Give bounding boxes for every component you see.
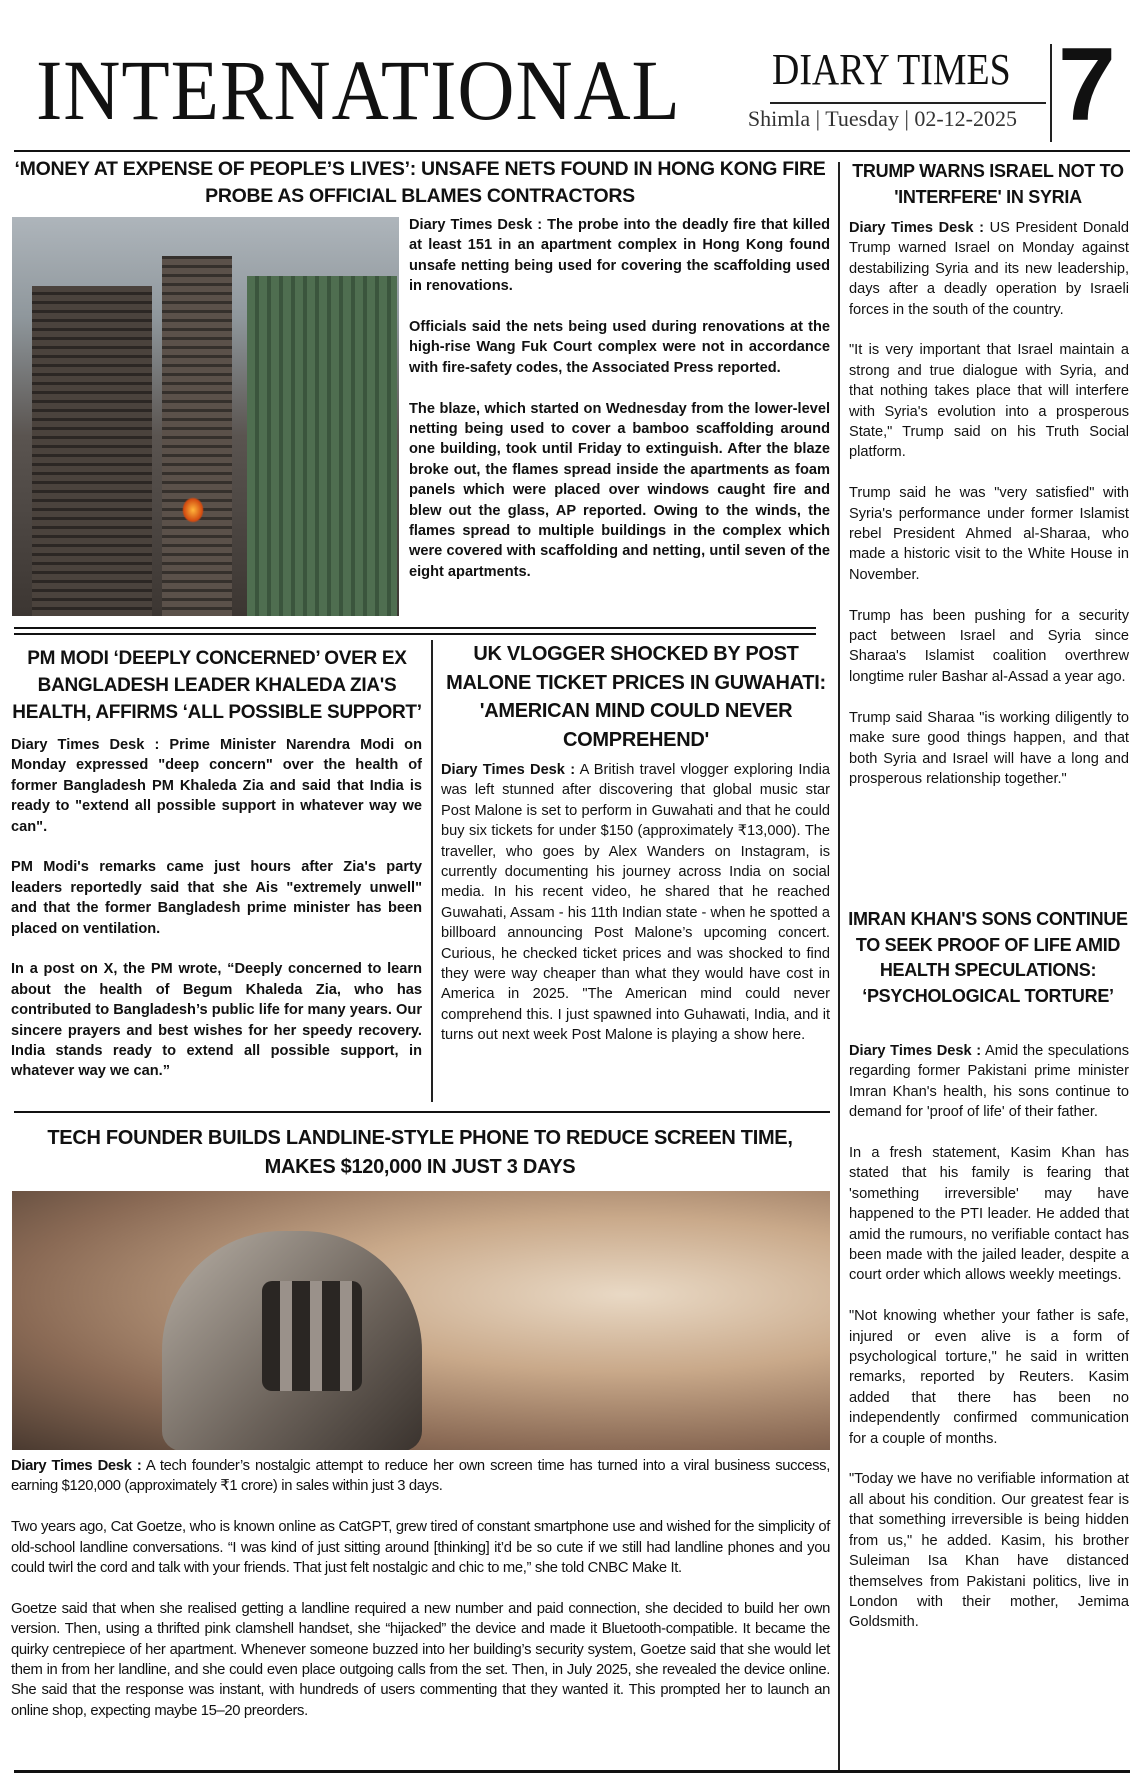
masthead-rule — [770, 102, 1046, 104]
article-hong-kong-fire-body — [409, 215, 830, 603]
byline: Diary Times Desk : — [409, 217, 543, 233]
paragraph: Amid the speculations regarding former Pakistani prime minister Imran Khan's health, his sons continue to demand for 'proof of life' of their father. — [849, 1043, 1129, 1121]
byline: Diary Times Desk : — [441, 762, 576, 778]
article-trump-body — [849, 218, 1129, 810]
paragraph: In a fresh statement, Kasim Khan has stated that his family is fearing that 'something irreversible' may have happened to the PTI leader. He added that amid the rumours, no verifiable contact has been made with the jailed leader, despite a court order which allows weekly meetings. — [849, 1145, 1129, 1284]
page-number: 7 — [1058, 27, 1116, 143]
paragraph: "Not knowing whether your father is safe, injured or even alive is a form of psychological torture," he said in written remarks, reported by Reuters. Kasim added that there has been no independently confirmed communication for a couple of months. — [849, 1308, 1129, 1447]
landline-phone-photo — [12, 1191, 830, 1450]
paragraph: A British travel vlogger exploring India was left stunned after discovering that global music star Post Malone is set to perform in Guwahati and that he could buy six tickets for under $150 (approximately ₹13,000). The traveller, who goes by Alex Wanders on Instagram, is currently documenting his journey across India on social media. In his recent video, he shared that he reached Guwahati, Assam - his 11th Indian state - when he spotted a billboard announcing Post Malone’s upcoming concert. Curious, he checked ticket prices and was shocked to find they were way cheaper than what they would have cost in America in 2025. "The American mind could never comprehend this. I just spawned into Guhawati, India, and it turns out next week Post Malone is playing a show here. — [441, 762, 830, 1044]
footer-rule — [14, 1770, 1130, 1773]
section-rule — [14, 633, 816, 635]
byline: Diary Times Desk : — [849, 220, 984, 236]
paragraph: "It is very important that Israel maintain a strong and true dialogue with Syria, and that nothing takes place that will interfere with Syria's evolution into a prosperous State," Trump said on his Truth Social platform. — [849, 342, 1129, 461]
hong-kong-fire-photo — [12, 217, 399, 616]
headline-imran-khan: IMRAN KHAN'S SONS CONTINUE TO SEEK PROOF OF LIFE AMID HEALTH SPECULATIONS: ‘PSYCHOLOGICAL TORTURE’ — [848, 909, 1128, 1006]
paragraph: Trump said Sharaa "is working diligently to make sure good things happen, and that both Syria and Israel will have a long and prosperous relationship together." — [849, 709, 1129, 787]
paragraph: US President Donald Trump warned Israel on Monday against destabilizing Syria and its new leadership, days after a deadly operation by Israeli forces in the south of the country. — [849, 220, 1129, 318]
paragraph: "Today we have no verifiable information at all about his condition. Our greatest fear is that something irreversible is being hidden from us," he added. Kasim, his brother Suleiman Isa Khan have distanced themselves from Pakistani politics, live in London with their mother, Jemima Goldsmith. — [849, 1471, 1129, 1631]
section-title: INTERNATIONAL — [36, 42, 681, 138]
byline: Diary Times Desk : — [11, 737, 160, 753]
byline: Diary Times Desk : — [11, 1458, 142, 1474]
paragraph: In a post on X, the PM wrote, “Deeply concerned to learn about the health of Begum Khaleda Zia, who has contributed to Bangladesh’s public life for many years. Our sincere prayers and best wishes for her speedy recovery. India stands ready to extend all possible support, in whatever way we can.” — [11, 961, 422, 1080]
header-rule — [14, 150, 1130, 152]
headline-landline-phone: TECH FOUNDER BUILDS LANDLINE-STYLE PHONE TO REDUCE SCREEN TIME, MAKES $120,000 IN JUST 3 DAYS — [47, 1127, 793, 1178]
masthead-divider — [1050, 44, 1052, 142]
column-divider — [431, 640, 433, 1102]
paragraph: A tech founder’s nostalgic attempt to reduce her own screen time has turned into a viral business success, earning $120,000 (approximately ₹1 crore) in sales within just 3 days. — [11, 1458, 830, 1495]
section-rule — [14, 1111, 830, 1113]
byline: Diary Times Desk : — [849, 1043, 982, 1059]
paragraph: Two years ago, Cat Goetze, who is known online as CatGPT, grew tired of constant smartphone use and wished for the simplicity of old-school landline conversations. “I was kind of just sitting around [thinking] it’d be so cute if we still had landline phones and you could twirl the cord and talk with your friends. That just felt nostalgic and chic to me,” she told CNBC Make It. — [11, 1519, 830, 1577]
masthead: DIARY TIMES — [772, 45, 1011, 94]
article-modi-body — [11, 735, 422, 1102]
paragraph: Trump has been pushing for a security pact between Israel and Syria since Sharaa's Islamist coalition overthrew longtime ruler Bashar al-Assad a year ago. — [849, 607, 1129, 685]
headline-post-malone: UK VLOGGER SHOCKED BY POST MALONE TICKET PRICES IN GUWAHATI: 'AMERICAN MIND COULD NEVER COMPREHEND' — [446, 643, 826, 751]
paragraph: Prime Minister Narendra Modi on Monday expressed "deep concern" over the health of former Bangladesh PM Khaleda Zia and said that India is ready to "extend all possible support in whatever way we can". — [11, 737, 422, 835]
paragraph: Officials said the nets being used during renovations at the high-rise Wang Fuk Court complex were not in accordance with fire-safety codes, the Associated Press reported. — [409, 319, 830, 376]
headline-modi-khaleda-zia: PM MODI ‘DEEPLY CONCERNED’ OVER EX BANGLADESH LEADER KHALEDA ZIA'S HEALTH, AFFIRMS ‘ALL POSSIBLE SUPPORT’ — [12, 648, 422, 723]
section-rule — [14, 627, 816, 629]
headline-trump-israel: TRUMP WARNS ISRAEL NOT TO 'INTERFERE' IN SYRIA — [852, 161, 1124, 207]
paragraph: Goetze said that when she realised getting a landline required a new number and paid connection, she decided to build her own version. Then, using a thrifted pink clamshell handset, she “hijacked” the device and made it Bluetooth-compatible. It became the quirky centrepiece of her apartment. Whenever someone buzzed into her building’s security system, Goetze said that she would let them in from her landline, and she could even place outgoing calls from the set. Then, in July 2025, she revealed the device online. She said that the response was instant, with hundreds of users commenting that they wanted it. This prompted her to launch an online shop, expecting maybe 15–20 preorders. — [11, 1600, 830, 1719]
paragraph: The probe into the deadly fire that killed at least 151 in an apartment complex in Hong Kong found unsafe netting being used for covering the scaffolding used in renovations. — [409, 217, 830, 295]
paragraph: The blaze, which started on Wednesday from the lower-level netting being used to cover a bamboo scaffolding around one building, took until Friday to extinguish. After the blaze broke out, the flames spread inside the apartments as foam panels which were placed over windows caught fire and blew out the glass, AP reported. Owing to the winds, the flames spread to multiple buildings in the complex which were covered with scaffolding and netting, until seven of the eight apartments. — [409, 400, 830, 580]
article-imran-khan-body — [849, 1041, 1129, 1653]
column-divider — [838, 162, 840, 1770]
article-post-malone-body — [441, 760, 830, 1066]
headline-hong-kong-fire: ‘MONEY AT EXPENSE OF PEOPLE’S LIVES’: UNSAFE NETS FOUND IN HONG KONG FIRE PROBE AS OFFICIAL BLAMES CONTRACTORS — [14, 158, 826, 207]
dateline: Shimla | Tuesday | 02-12-2025 — [747, 106, 1017, 131]
paragraph: PM Modi's remarks came just hours after Zia's party leaders reportedly said that she Ais "extremely unwell" and that the former Bangladesh prime minister has been placed on ventilation. — [11, 859, 422, 937]
paragraph: Trump said he was "very satisfied" with Syria's performance under former Islamist rebel President Ahmed al-Sharaa, who made a historic visit to the White House in November. — [849, 485, 1129, 583]
article-landline-body — [11, 1456, 830, 1742]
